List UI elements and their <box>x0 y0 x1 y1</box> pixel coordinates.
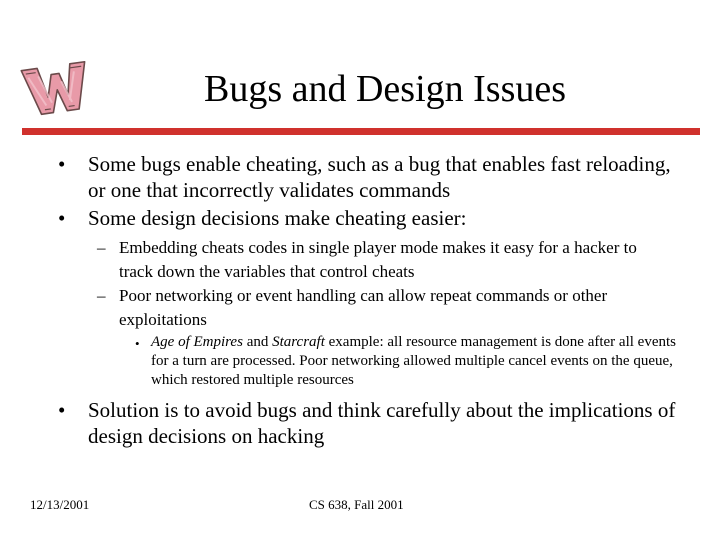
sub-bullet-symbol: – <box>97 286 106 305</box>
bullet-text: Some bugs enable cheating, such as a bug that enables fast reloading, or one that incorrectly validates commands <box>88 152 671 202</box>
bullet-symbol: • <box>58 152 66 176</box>
bullet-text: Solution is to avoid bugs and think carefully about the implications of design decisions on hacking <box>88 398 676 448</box>
sub-sub-bullet-item <box>135 333 683 390</box>
bullet-symbol: • <box>58 398 66 422</box>
university-w-logo-icon <box>20 52 92 124</box>
bullet-item <box>58 151 678 203</box>
footer-course: CS 638, Fall 2001 <box>309 497 404 512</box>
sub-bullet-symbol: – <box>97 238 106 257</box>
sub-bullet-item <box>97 236 667 284</box>
connector-text: and <box>242 334 273 350</box>
sub-bullet-text: Poor networking or event handling can allow repeat commands or other exploitations <box>119 286 608 329</box>
example-text: example: all resource management is done after all events for a turn are processed. Poor networking allowed multiple cancel events on the queue, which restored multiple resources <box>151 334 676 388</box>
sub-sub-bullet-symbol: • <box>135 336 140 351</box>
sub-bullet-item <box>97 284 667 332</box>
sub-bullet-text: Embedding cheats codes in single player mode makes it easy for a hacker to track down the variables that control cheats <box>119 238 637 281</box>
sub-sub-bullet-text <box>151 333 683 390</box>
game-title-age-of-empires: Age of Empires <box>151 334 243 350</box>
bullet-item <box>58 205 678 231</box>
slide-title: Bugs and Design Issues <box>203 68 567 110</box>
game-title-starcraft: Starcraft <box>272 334 325 350</box>
title-underline <box>22 128 700 135</box>
bullet-item <box>58 397 678 449</box>
bullet-symbol: • <box>58 206 66 230</box>
footer-date: 12/13/2001 <box>30 497 90 512</box>
bullet-text: Some design decisions make cheating easier: <box>88 206 467 230</box>
